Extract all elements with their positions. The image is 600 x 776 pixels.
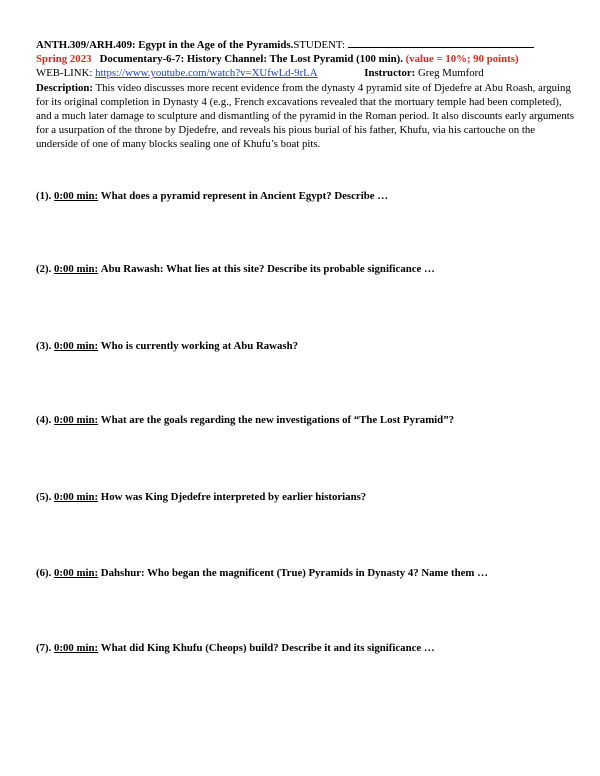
document-header — [36, 38, 576, 152]
course-title: ANTH.309/ARH.409: Egypt in the Age of the Pyramids. — [36, 39, 294, 51]
question-number: (6). — [36, 567, 52, 579]
question-number: (7). — [36, 642, 52, 654]
student-name-blank[interactable] — [348, 38, 534, 48]
question-timestamp: 0:00 min: — [54, 414, 99, 426]
description-label: Description: — [36, 81, 93, 94]
description-text: This video discusses more recent evidence from the dynasty 4 pyramid site of Djedefre at Abu Roash, arguing for its original completion in Dynasty 4 (e.g., French excavations revealed that the mortuary temple had been completed), and a much later damage to sculpture and dismantling of the pyramid in the Roman period. It also discounts early arguments for a usurpation of the throne by Djedefre, and reveals his pious burial of his father, Khufu, via his cartouche on the underside of one of many blocks sealing one of Khufu’s boat pits. — [36, 81, 575, 151]
question-number: (2). — [36, 263, 52, 275]
question-2 — [36, 262, 435, 276]
description — [36, 81, 576, 152]
instructor-name: Greg Mumford — [417, 67, 484, 80]
question-timestamp: 0:00 min: — [54, 642, 99, 654]
course-line — [36, 38, 576, 52]
question-text: Abu Rawash: What lies at this site? Describe its probable significance … — [100, 263, 435, 275]
question-text: What are the goals regarding the new investigations of “The Lost Pyramid”? — [100, 414, 454, 426]
question-text: What did King Khufu (Cheops) build? Describe it and its significance … — [100, 642, 435, 654]
question-6 — [36, 566, 488, 580]
question-3 — [36, 339, 298, 353]
question-1 — [36, 189, 388, 203]
instructor-label: Instructor: — [364, 67, 416, 80]
question-text: Who is currently working at Abu Rawash? — [100, 340, 298, 352]
question-text: Dahshur: Who began the magnificent (True) Pyramids in Dynasty 4? Name them … — [100, 567, 488, 579]
question-text: What does a pyramid represent in Ancient Egypt? Describe … — [100, 190, 389, 202]
term: Spring 2023 — [36, 53, 92, 66]
weblink-label: WEB-LINK: — [36, 67, 93, 80]
question-timestamp: 0:00 min: — [54, 567, 99, 579]
question-4 — [36, 413, 454, 427]
assignment-title: Documentary-6-7: History Channel: The Lost Pyramid (100 min). — [99, 53, 403, 66]
question-number: (1). — [36, 190, 52, 202]
question-timestamp: 0:00 min: — [54, 190, 99, 202]
question-text: How was King Djedefre interpreted by earlier historians? — [100, 491, 367, 503]
weblink-url[interactable]: https://www.youtube.com/watch?v=XUfwLd-9rLA — [95, 67, 318, 80]
question-number: (4). — [36, 414, 52, 426]
question-number: (5). — [36, 491, 52, 503]
assignment-line — [36, 52, 576, 66]
weblink-line — [36, 66, 576, 80]
question-timestamp: 0:00 min: — [54, 491, 99, 503]
question-5 — [36, 490, 366, 504]
question-timestamp: 0:00 min: — [54, 340, 99, 352]
assignment-value: (value = 10%; 90 points) — [405, 53, 519, 66]
question-number: (3). — [36, 340, 52, 352]
question-timestamp: 0:00 min: — [54, 263, 99, 275]
question-7 — [36, 641, 435, 655]
student-label: STUDENT: — [293, 39, 345, 51]
